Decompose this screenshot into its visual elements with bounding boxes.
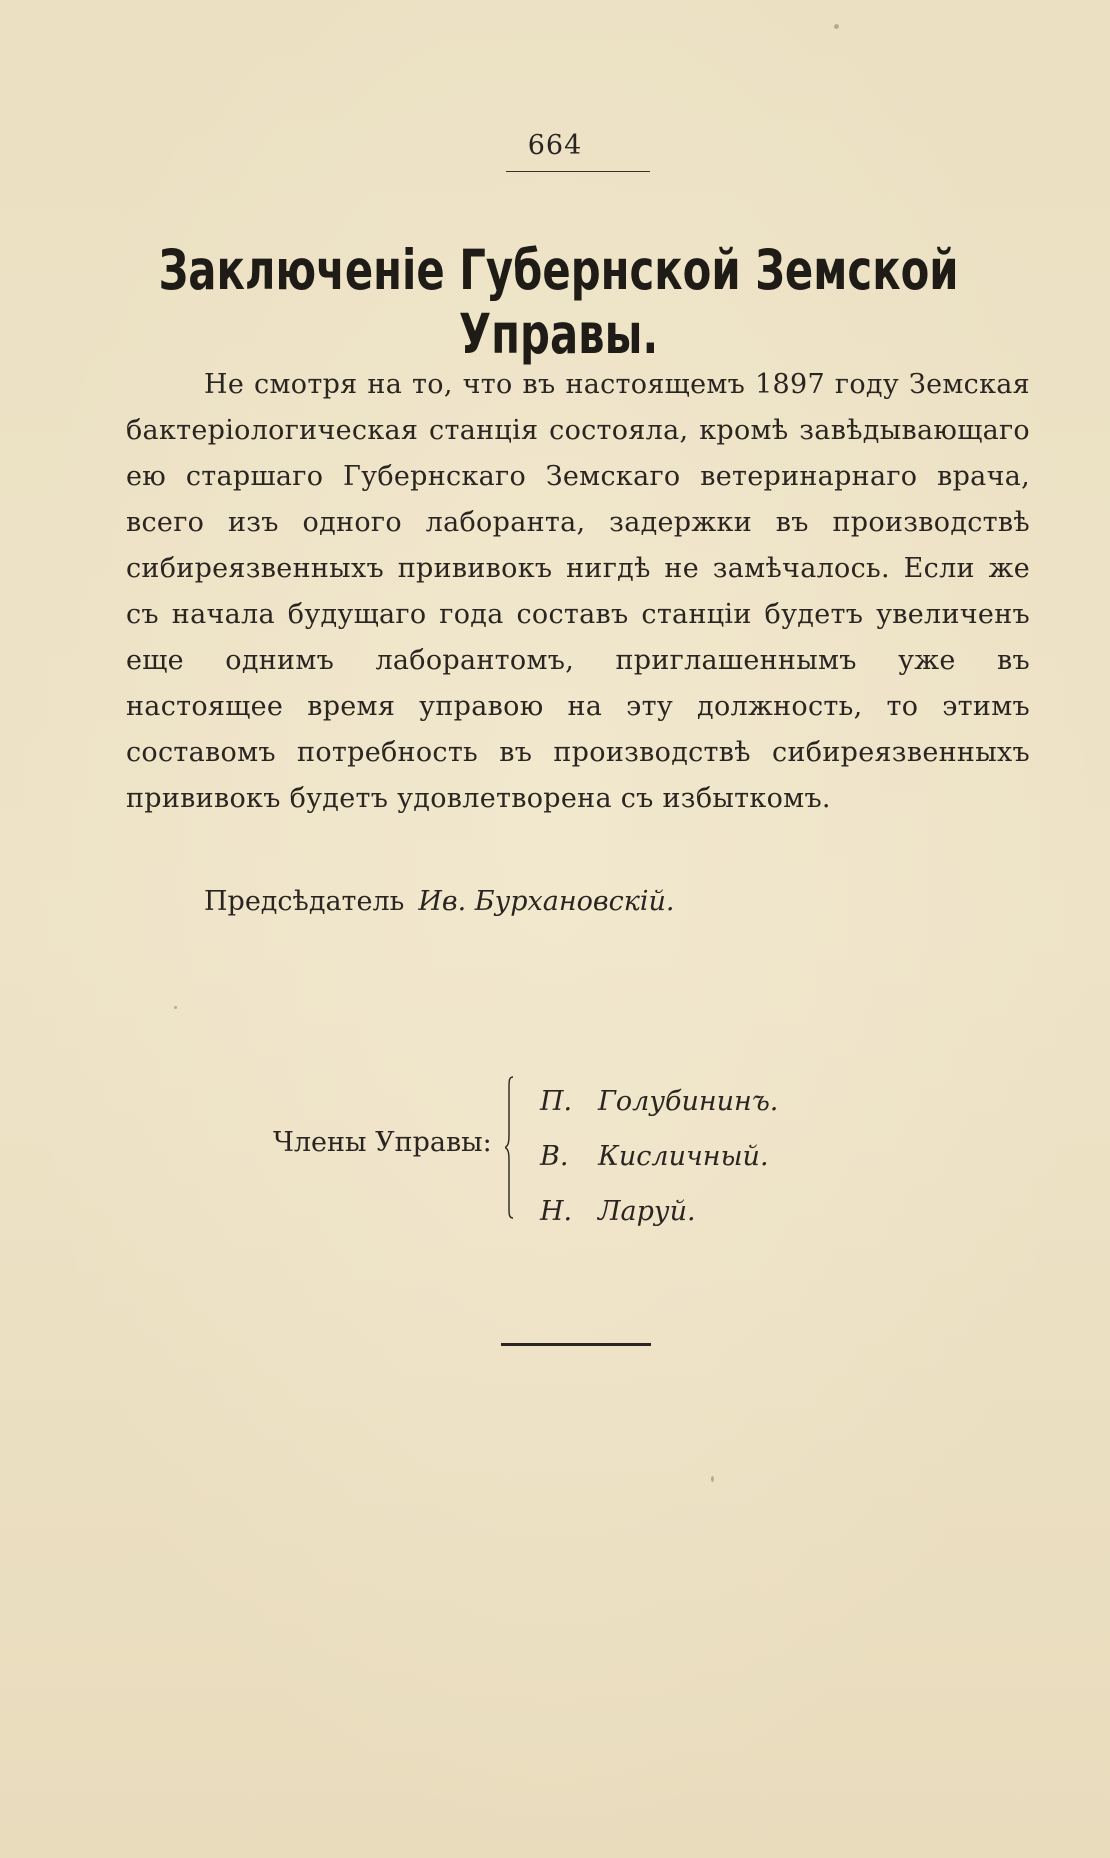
member-row [540, 1184, 778, 1239]
body-paragraph: Не смотря на то, что въ настоящемъ 1897 году Земская бактеріологическая станція состояла, кромѣ завѣдывающаго ею старшаго Губернскаго Земскаго ветеринарнаго врача, всего изъ одного лаборанта, задержки въ производствѣ сибиреязвенныхъ прививокъ нигдѣ не замѣчалось. Если же съ начала будущаго года составъ станціи будетъ увеличенъ еще однимъ лаборантомъ, приглашеннымъ уже въ настоящее время управою на эту должность, то этимъ составомъ потребность въ производствѣ сибиреязвенныхъ прививокъ будетъ удовлетворена съ избыткомъ. [126, 369, 1030, 814]
page-number-rule [506, 171, 650, 172]
curly-brace [505, 1075, 515, 1220]
chairman-name: Ив. Бурхановскій. [418, 886, 675, 917]
chairman-signature-line [204, 886, 674, 917]
document-heading: Заключеніе Губернской Земской Управы. [158, 238, 959, 366]
paper-speck [834, 24, 839, 29]
end-rule [501, 1343, 651, 1346]
chairman-label: Предсѣдатель [204, 886, 405, 917]
member-row [540, 1129, 778, 1184]
member-initial: Н. [540, 1196, 573, 1227]
member-row [540, 1074, 778, 1129]
members-list [540, 1074, 778, 1239]
member-initial: П. [540, 1086, 573, 1117]
members-label: Члены Управы: [273, 1127, 492, 1158]
paper-speck [711, 1476, 714, 1482]
member-name: Голубининъ. [598, 1086, 779, 1117]
page-number: 664 [527, 130, 583, 161]
member-name: Кисличный. [598, 1141, 769, 1172]
paper-speck [174, 1006, 177, 1009]
member-initial: В. [540, 1141, 569, 1172]
member-name: Ларуй. [598, 1196, 696, 1227]
